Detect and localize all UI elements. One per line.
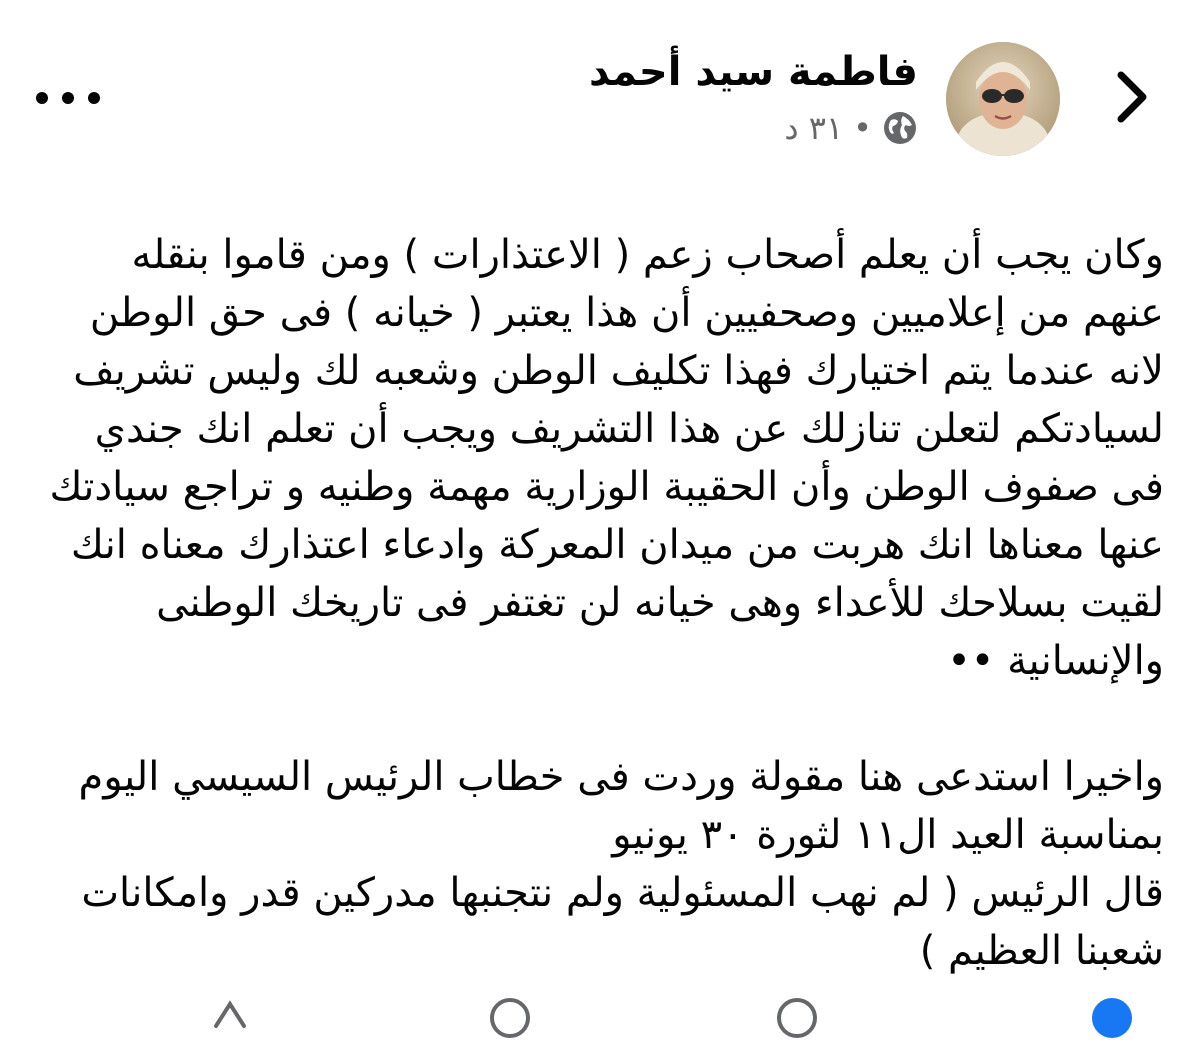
avatar[interactable] [946, 42, 1060, 156]
author-name[interactable]: فاطمة سيد أحمد [588, 49, 918, 95]
post-header [0, 0, 1200, 170]
globe-icon [882, 110, 918, 146]
meta-separator: • [853, 109, 872, 147]
post-action-bar [0, 990, 1200, 1030]
share-icon[interactable] [488, 996, 532, 1040]
back-button[interactable] [1104, 62, 1160, 132]
more-dots-icon [36, 92, 48, 104]
post-timestamp[interactable]: ٣١ د [784, 109, 844, 147]
send-icon[interactable] [208, 996, 252, 1040]
post-paragraph-2: واخيرا استدعى هنا مقولة وردت فى خطاب الرئيس السيسي اليوم بمناسبة العيد ال١١ لثورة ٣٠ يونيو قال الرئيس ( لم نهب المسئولية ولم نتجنبها مدركين قدر وامكانات شعبنا العظيم ) [78, 754, 1164, 974]
comment-icon[interactable] [775, 996, 819, 1040]
post-meta [784, 104, 918, 152]
like-icon[interactable] [1090, 996, 1134, 1040]
more-options-button[interactable] [36, 78, 100, 118]
post-paragraph-1: وكان يجب أن يعلم أصحاب زعم ( الاعتذارات ) ومن قاموا بنقله عنهم من إعلاميين وصحفيين أن هذا يعتبر ( خيانه ) فى حق الوطن لانه عندما يتم اختيارك فهذا تكليف الوطن وشعبه لك وليس تشريف لسيادتكم لتعلن تنازلك عن هذا التشريف ويجب أن تعلم انك جندي فى صفوف الوطن وأن الحقيبة الوزارية مهمة وطنيه و تراجع سيادتك عنها معناها انك هربت من ميدان المعركة وادعاء اعتذارك معناه انك لقيت بسلاحك للأعداء وهى خيانه لن تغتفر فى تاريخك الوطنى والإنسانية •• [49, 232, 1164, 684]
chevron-right-icon [1115, 71, 1149, 123]
post-body [40, 226, 1164, 980]
